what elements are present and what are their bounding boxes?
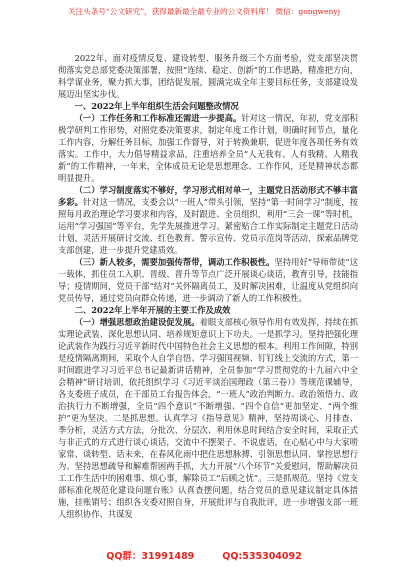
section1-item-2 (58, 184, 358, 256)
item-body: 坚持用好“导师带徒”这一载体，抓住员工入职、晋级、晋升等节点广泛开展谈心谈话，教育引导，技能指导；疫情期间，党员干部“结对”关怀隔离员工，及时解决困难，让温度从党组织向党员传导，通过党员向群众传递，进一步调动了新人的工作积极性。 (58, 257, 358, 303)
item-lead: （一）增强思想政治建设促发展。 (74, 317, 200, 327)
section2-item-1 (58, 316, 358, 520)
qq-group-number: QQ群：31991489 (106, 551, 195, 562)
section1-item-1 (58, 112, 358, 184)
item-body: 针对这一情况，支委会以“一班人”带头引领，坚持“第一时间学习”制度，按照每月政治理论学习要求和内容，及时跟进、全员组织，利用“三会一课”等时机，运用“学习强国”等平台，先学先展推进学习。紧密贴合工作实际制定主题党日活动计划，灵活开展研讨交流、红色教育、警示宣传、党员示范岗等活动，探索品牌党支部创建，进一步提升党建质效。 (58, 197, 358, 255)
qq-number: QQ:535304092 (222, 551, 302, 562)
item-lead: （一）工作任务和工作标准还需进一步提高。 (74, 113, 242, 123)
section1-item-3 (58, 256, 358, 304)
section-heading-2: 二、2022年上半年开展的主要工作及成效 (74, 305, 231, 315)
document-body (58, 52, 358, 520)
intro-paragraph: 2022年，面对疫情反复、建设转型、服务升级三个方面考验，党支部坚决贯彻落实党总部党委决策部署，按照“连续、稳定、创新”的工作思路，精准把方向，科学谋业务，聚力抓大事，团结促发展，圆满完成全年主要目标任务，支部建设发展迈出坚实步伐。 (58, 53, 358, 99)
item-lead: （三）新人较多，需要加强传帮带，调动工作积极性。 (74, 257, 275, 267)
item-body: 针对这一情况，年初，党支部积极学研判工作形势，对照党委决策要求，制定年度工作计划，明确时间节点，量化工作内容，分解任务目标，加强工作督导，对于转换兼职，促进年度各项任务有效落实。工作中，大力倡导精益求品，注重培养全员“人无我有、人有我精、人精我新”的工作精神，一年来，全体成员无论是思想理念、工作作风，还是精神状态都明显提升。 (58, 113, 358, 183)
contact-footer (0, 551, 408, 563)
section-heading-1: 一、2022年上半年组织生活会问题整改情况 (74, 101, 239, 111)
item-body: 着眼支部核心领导作用有效发挥，持续在抓实理论武装、深化思想认同、培养规矩意识上下功夫。一是抓学习。坚持把强化理论武装作为践行习近平新时代中国特色社会主义思想的根本。利用工作间隙，特别是疫情隔离期间，采取个人自学自悟、学习强国视频、钉钉线上交流的方式，第一时间跟进学习习近平总书记最新讲话精神，全员参加“学习贯彻党的十九届六中全会精神”研讨培训，依托组织学习《习近平谈治国理政（第三卷）》等规范课辅导，各支委班子成员，在干部员工台报告体会，“一班人”政治判断力、政治领悟力、政治执行力不断增强，全员“四个意识”不断增强、“四个自信”更加坚定、“两个维护”更为坚决。二是抓思想。认真学习《指导意见》精神，坚持周谈心、月排查、季分析，灵活方式方法，分批次、分层次、利用休息时间结合安全时间，采取正式与非正式的方式进行谈心谈话，交流中不摆架子、不说虚话，在心贴心中与大家唠家常、谈转型、话未来，在春风化雨中把住思想脉搏、引领思想认同、掌控思想行为。坚持思想疏导和解难帮困两手抓，大力开展“八个环节”关爱慰问，帮助解决员工工作生活中的困难事、烦心事，解除员工“后顾之忧”。三是抓规范。坚持《党支部标准化规范化建设问题台账》认真查摆问题，结合党员的意见建议制定具体措施，挂账销号；组织各支委对照自身，开展批评与自我批评，进一步增强支部一班人组织协作、共谋发 (58, 317, 358, 519)
promo-banner: 关注头条号“公文研究”，获得最新最全最专业的公文资料库！ 微信：gongwenyj (67, 7, 341, 16)
item-lead: （二）学习制度落实不够好，学习形式相对单一，主题党日活动形式不够丰富多彩。 (58, 185, 358, 207)
